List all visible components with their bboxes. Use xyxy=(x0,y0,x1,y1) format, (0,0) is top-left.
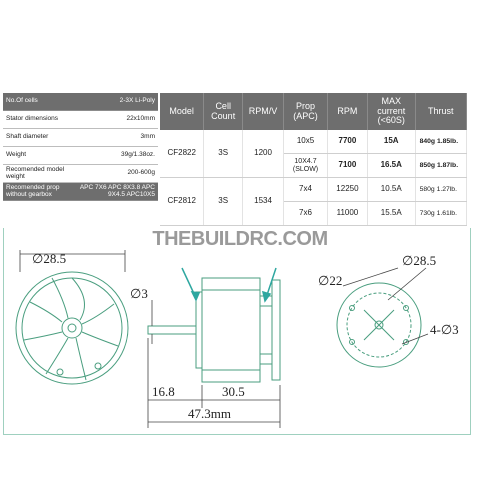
dim-right-28-label: ∅28.5 xyxy=(402,253,437,268)
spec-value: APC 7X6 APC 8X3.8 APC 9X4.5 APC10X5 xyxy=(77,183,159,201)
current-cell: 16.5A xyxy=(367,154,415,178)
current-cell: 15.5A xyxy=(367,202,415,226)
rpm-cell: 12250 xyxy=(327,178,367,202)
current-cell: 10.5A xyxy=(367,178,415,202)
model-cell: CF2822 xyxy=(160,130,204,178)
header-prop: Prop (APC) xyxy=(284,93,328,130)
dim-16-label: 16.8 xyxy=(152,384,175,399)
rpm-cell: 7100 xyxy=(327,154,367,178)
prop-cell: 7x4 xyxy=(284,178,328,202)
spec-value: 39g/1.38oz. xyxy=(77,147,159,165)
header-thrust: Thrust xyxy=(415,93,466,130)
cells-cell: 3S xyxy=(204,130,243,178)
back-view-right xyxy=(337,283,421,367)
prop-cell: 10x5 xyxy=(284,130,328,154)
spec-value: 3mm xyxy=(77,129,159,147)
cells-cell: 3S xyxy=(204,178,243,226)
thrust-cell: 580g 1.27lb. xyxy=(415,178,466,202)
rpm-cell: 11000 xyxy=(327,202,367,226)
model-cell: CF2812 xyxy=(160,178,204,226)
spec-label: Shaft diameter xyxy=(3,129,77,147)
dim-shaft-label: ∅3 xyxy=(130,286,148,301)
spec-value: 2-3X Li-Poly xyxy=(77,93,159,111)
spec-value: 200-600g xyxy=(77,165,159,183)
header-max-current: MAX current (<60S) xyxy=(367,93,415,130)
thrust-cell: 850g 1.87lb. xyxy=(415,154,466,178)
dim-right-lines xyxy=(343,268,428,344)
header-rpmv: RPM/V xyxy=(243,93,284,130)
dim-holes-label: 4-∅3 xyxy=(430,322,459,337)
watermark: THEBUILDRC.COM xyxy=(152,228,328,250)
rpmv-cell: 1200 xyxy=(243,130,284,178)
spec-label: No.Of cells xyxy=(3,93,77,111)
header-cell-count: Cell Count xyxy=(204,93,243,130)
side-view xyxy=(148,278,280,382)
dim-47-label: 47.3mm xyxy=(188,406,231,421)
thrust-cell: 730g 1.61lb. xyxy=(415,202,466,226)
dim-30-label: 30.5 xyxy=(222,384,245,399)
spec-label: Recomended model weight xyxy=(3,165,77,183)
prop-cell: 10X4.7 (SLOW) xyxy=(284,154,328,178)
rpm-cell: 7700 xyxy=(327,130,367,154)
spec-label: Stator dimensions xyxy=(3,111,77,129)
spec-label: Recomended prop without gearbox xyxy=(3,183,77,201)
spec-label: Weight xyxy=(3,147,77,165)
front-view-left xyxy=(16,272,128,384)
current-cell: 15A xyxy=(367,130,415,154)
header-rpm: RPM xyxy=(327,93,367,130)
spec-value: 22x10mm xyxy=(77,111,159,129)
prop-cell: 7x6 xyxy=(284,202,328,226)
dim-right-22-label: ∅22 xyxy=(318,273,343,288)
thrust-cell: 840g 1.85lb. xyxy=(415,130,466,154)
header-model: Model xyxy=(160,93,204,130)
dim-left-diameter-label: ∅28.5 xyxy=(32,251,67,266)
rpmv-cell: 1534 xyxy=(243,178,284,226)
